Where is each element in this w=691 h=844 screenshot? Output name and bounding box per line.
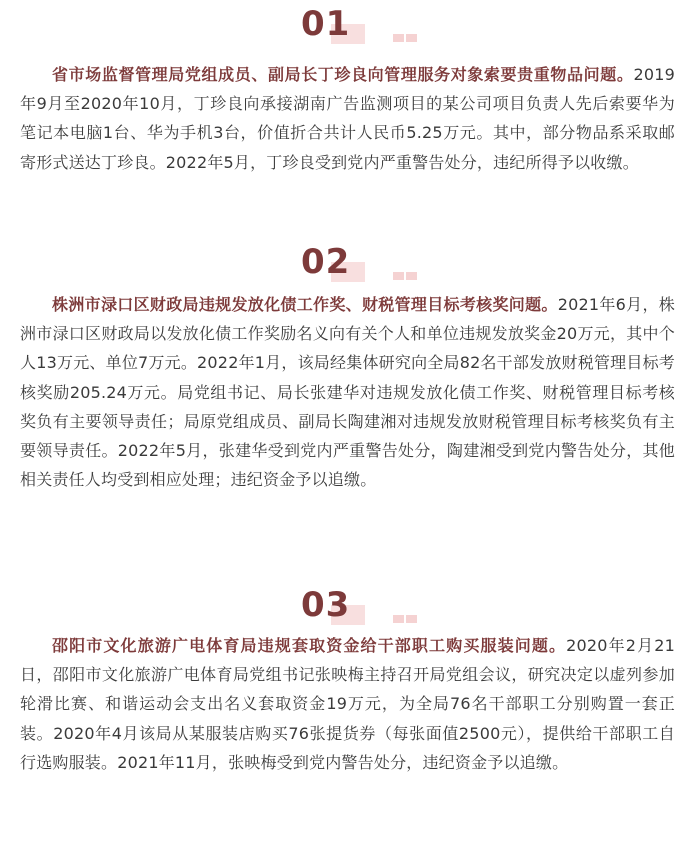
section-body: 2021年6月，株洲市渌口区财政局以发放化债工作奖励名义向有关个人和单位违规发放奖金20万元，其中个人13万元、单位7万元。2022年1月，该局经集体研究向全局82名干部发放财税管理目标考核奖励205.24万元。局党组书记、局长张建华对违规发放化债工作奖、财税管理目标考核奖负有主要领导责任；局原党组成员、副局长陶建湘对违规发放财税管理目标考核奖负有主要领导责任。2022年5月，张建华受到党内严重警告处分，陶建湘受到党内警告处分，其他相关责任人均受到相应处理；违纪资金予以追缴。 xyxy=(20,295,676,490)
number-decoration-dot xyxy=(393,615,404,623)
section-paragraph xyxy=(20,290,675,494)
number-decoration-dot xyxy=(406,615,417,623)
section-number-block xyxy=(0,240,691,292)
section-1 xyxy=(0,2,691,177)
section-number: 01 xyxy=(301,4,351,44)
section-body: 2020年2月21日，邵阳市文化旅游广电体育局党组书记张映梅主持召开局党组会议，研究决定以虚列参加轮滑比赛、和谐运动会支出名义套取资金19万元，为全局76名干部职工分别购置一套正装。2020年4月该局从某服装店购买76张提货券（每张面值2500元），提供给干部职工自行选购服装。2021年11月，张映梅受到党内警告处分，违纪资金予以追缴。 xyxy=(20,636,675,772)
section-title: 株洲市渌口区财政局违规发放化债工作奖、财税管理目标考核奖问题。 xyxy=(52,295,558,314)
section-title: 邵阳市文化旅游广电体育局违规套取资金给干部职工购买服装问题。 xyxy=(52,636,567,655)
section-body: 2019年9月至2020年10月，丁珍良向承接湖南广告监测项目的某公司项目负责人先后索要华为笔记本电脑1台、华为手机3台，价值折合共计人民币5.25万元。其中，部分物品系采取邮寄形式送达丁珍良。2022年5月，丁珍良受到党内严重警告处分，违纪所得予以收缴。 xyxy=(20,65,675,172)
section-number-block xyxy=(0,583,691,635)
section-title: 省市场监督管理局党组成员、副局长丁珍良向管理服务对象索要贵重物品问题。 xyxy=(52,65,634,84)
number-decoration-dot xyxy=(393,34,404,42)
section-2 xyxy=(0,240,691,494)
section-number: 03 xyxy=(301,585,351,625)
number-decoration-dot xyxy=(406,272,417,280)
section-paragraph xyxy=(20,631,675,777)
section-number: 02 xyxy=(301,242,351,282)
section-3 xyxy=(0,583,691,777)
number-decoration-dot xyxy=(393,272,404,280)
section-paragraph xyxy=(20,60,675,177)
number-decoration-dot xyxy=(406,34,417,42)
section-number-block xyxy=(0,2,691,54)
